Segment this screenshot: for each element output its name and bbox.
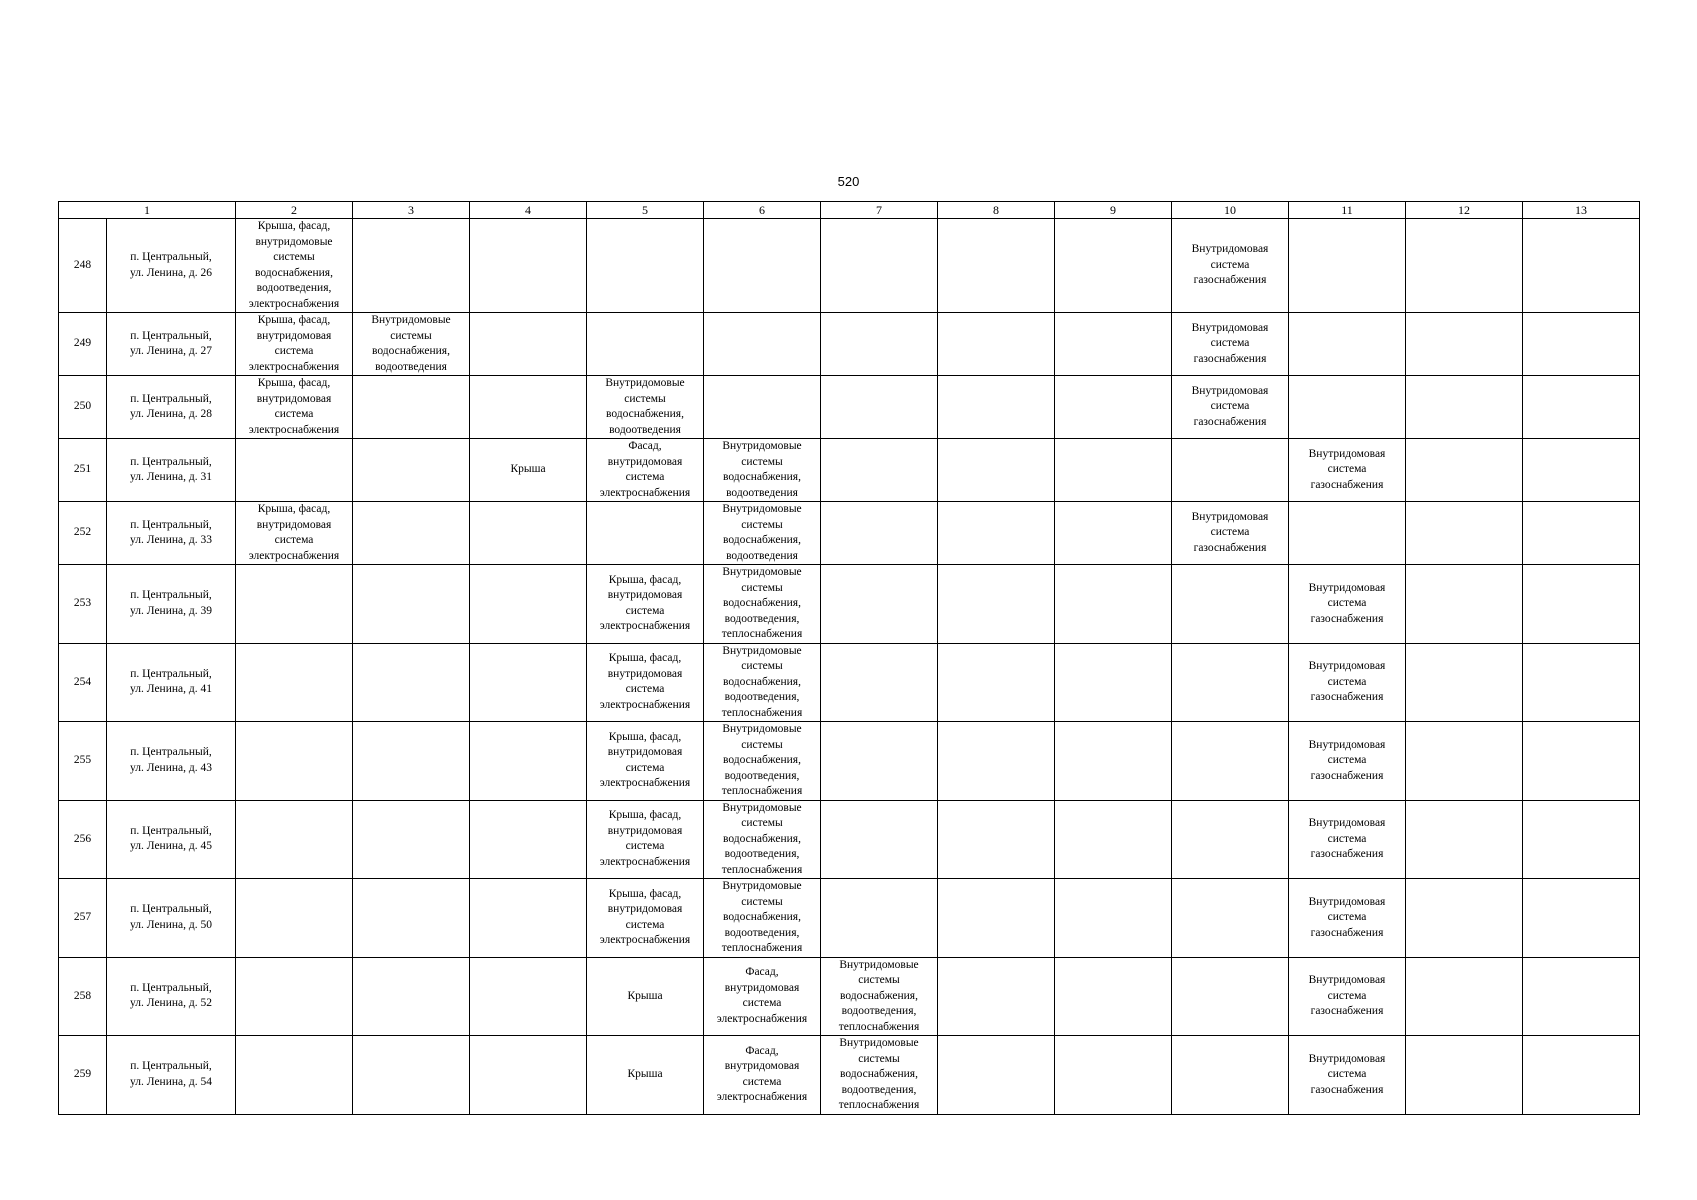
work-cell bbox=[821, 800, 938, 879]
work-cell bbox=[938, 957, 1055, 1036]
work-cell bbox=[1289, 376, 1406, 439]
column-header: 11 bbox=[1289, 202, 1406, 219]
work-cell bbox=[353, 957, 470, 1036]
column-header: 8 bbox=[938, 202, 1055, 219]
column-header: 9 bbox=[1055, 202, 1172, 219]
work-cell: Крыша bbox=[470, 439, 587, 502]
table-row bbox=[59, 439, 1640, 502]
work-cell bbox=[236, 800, 353, 879]
work-cell bbox=[353, 722, 470, 801]
address-cell: п. Центральный, ул. Ленина, д. 26 bbox=[107, 219, 236, 313]
work-cell bbox=[353, 879, 470, 958]
work-cell bbox=[821, 376, 938, 439]
work-cell bbox=[1406, 800, 1523, 879]
column-header: 13 bbox=[1523, 202, 1640, 219]
work-cell bbox=[470, 219, 587, 313]
work-cell: Внутридомовые системы водоснабжения, водоотведения, теплоснабжения bbox=[704, 722, 821, 801]
work-cell: Крыша, фасад, внутридомовая система электроснабжения bbox=[587, 722, 704, 801]
address-cell: п. Центральный, ул. Ленина, д. 50 bbox=[107, 879, 236, 958]
work-cell bbox=[1406, 439, 1523, 502]
work-cell bbox=[587, 502, 704, 565]
work-cell bbox=[821, 219, 938, 313]
work-cell bbox=[236, 643, 353, 722]
work-cell: Внутридомовая система газоснабжения bbox=[1172, 502, 1289, 565]
work-cell bbox=[1406, 1036, 1523, 1115]
address-cell: п. Центральный, ул. Ленина, д. 28 bbox=[107, 376, 236, 439]
row-number: 253 bbox=[59, 565, 107, 644]
row-number: 254 bbox=[59, 643, 107, 722]
work-cell bbox=[1172, 643, 1289, 722]
work-cell bbox=[938, 219, 1055, 313]
work-cell bbox=[704, 376, 821, 439]
address-cell: п. Центральный, ул. Ленина, д. 43 bbox=[107, 722, 236, 801]
work-cell bbox=[353, 439, 470, 502]
work-cell bbox=[821, 439, 938, 502]
row-number: 248 bbox=[59, 219, 107, 313]
row-number: 259 bbox=[59, 1036, 107, 1115]
work-cell bbox=[1172, 879, 1289, 958]
table-row bbox=[59, 722, 1640, 801]
row-number: 258 bbox=[59, 957, 107, 1036]
column-header: 12 bbox=[1406, 202, 1523, 219]
work-cell: Крыша, фасад, внутридомовая система электроснабжения bbox=[236, 376, 353, 439]
column-header: 7 bbox=[821, 202, 938, 219]
work-cell bbox=[236, 879, 353, 958]
work-cell bbox=[938, 565, 1055, 644]
work-cell bbox=[1406, 502, 1523, 565]
work-cell bbox=[1172, 957, 1289, 1036]
work-cell: Внутридомовая система газоснабжения bbox=[1172, 313, 1289, 376]
table-row bbox=[59, 643, 1640, 722]
address-cell: п. Центральный, ул. Ленина, д. 33 bbox=[107, 502, 236, 565]
row-number: 255 bbox=[59, 722, 107, 801]
work-cell bbox=[1406, 219, 1523, 313]
work-cell bbox=[353, 219, 470, 313]
work-cell bbox=[1055, 722, 1172, 801]
work-cell bbox=[1172, 1036, 1289, 1115]
work-cell: Фасад, внутридомовая система электроснабжения bbox=[704, 1036, 821, 1115]
work-cell: Внутридомовая система газоснабжения bbox=[1289, 643, 1406, 722]
table-row bbox=[59, 800, 1640, 879]
work-cell: Крыша bbox=[587, 957, 704, 1036]
address-cell: п. Центральный, ул. Ленина, д. 45 bbox=[107, 800, 236, 879]
row-number: 249 bbox=[59, 313, 107, 376]
table-row bbox=[59, 957, 1640, 1036]
work-cell bbox=[938, 643, 1055, 722]
work-cell: Внутридомовые системы водоснабжения, водоотведения, теплоснабжения bbox=[704, 643, 821, 722]
work-cell bbox=[353, 376, 470, 439]
work-cell: Крыша bbox=[587, 1036, 704, 1115]
work-cell bbox=[470, 313, 587, 376]
work-cell: Внутридомовые системы водоснабжения, водоотведения bbox=[353, 313, 470, 376]
row-number: 250 bbox=[59, 376, 107, 439]
work-cell bbox=[1172, 439, 1289, 502]
work-cell bbox=[1289, 313, 1406, 376]
work-cell bbox=[1406, 565, 1523, 644]
work-cell bbox=[1055, 439, 1172, 502]
work-cell bbox=[704, 313, 821, 376]
work-cell bbox=[1406, 376, 1523, 439]
work-cell bbox=[1523, 879, 1640, 958]
work-cell bbox=[1406, 957, 1523, 1036]
work-cell bbox=[938, 502, 1055, 565]
table-row bbox=[59, 376, 1640, 439]
table-row bbox=[59, 219, 1640, 313]
work-cell bbox=[470, 643, 587, 722]
work-cell bbox=[821, 722, 938, 801]
work-cell bbox=[236, 722, 353, 801]
work-cell: Крыша, фасад, внутридомовая система электроснабжения bbox=[236, 502, 353, 565]
work-cell bbox=[1523, 565, 1640, 644]
work-cell: Внутридомовые системы водоснабжения, водоотведения, теплоснабжения bbox=[821, 1036, 938, 1115]
table-row bbox=[59, 565, 1640, 644]
column-header: 6 bbox=[704, 202, 821, 219]
work-cell bbox=[1406, 313, 1523, 376]
work-cell: Крыша, фасад, внутридомовая система электроснабжения bbox=[587, 879, 704, 958]
work-cell: Внутридомовые системы водоснабжения, водоотведения, теплоснабжения bbox=[704, 800, 821, 879]
work-cell bbox=[1406, 643, 1523, 722]
work-cell bbox=[1055, 565, 1172, 644]
work-cell bbox=[353, 565, 470, 644]
work-cell bbox=[1055, 800, 1172, 879]
work-cell bbox=[938, 1036, 1055, 1115]
column-header: 1 bbox=[59, 202, 236, 219]
work-cell bbox=[938, 439, 1055, 502]
work-cell bbox=[470, 376, 587, 439]
work-cell bbox=[587, 219, 704, 313]
work-cell bbox=[470, 879, 587, 958]
work-cell bbox=[1523, 643, 1640, 722]
work-cell bbox=[1055, 957, 1172, 1036]
work-cell bbox=[1055, 376, 1172, 439]
work-cell bbox=[1172, 565, 1289, 644]
repair-schedule-table bbox=[58, 201, 1640, 1115]
work-cell bbox=[821, 643, 938, 722]
work-cell bbox=[353, 502, 470, 565]
work-cell: Внутридомовые системы водоснабжения, водоотведения bbox=[704, 439, 821, 502]
work-cell bbox=[1055, 219, 1172, 313]
work-cell: Крыша, фасад, внутридомовая система электроснабжения bbox=[587, 565, 704, 644]
work-cell bbox=[470, 565, 587, 644]
work-cell bbox=[938, 376, 1055, 439]
work-cell bbox=[1523, 957, 1640, 1036]
work-cell bbox=[470, 722, 587, 801]
work-cell: Внутридомовые системы водоснабжения, водоотведения, теплоснабжения bbox=[821, 957, 938, 1036]
work-cell: Внутридомовые системы водоснабжения, водоотведения, теплоснабжения bbox=[704, 565, 821, 644]
work-cell: Внутридомовая система газоснабжения bbox=[1289, 439, 1406, 502]
address-cell: п. Центральный, ул. Ленина, д. 27 bbox=[107, 313, 236, 376]
work-cell bbox=[1172, 800, 1289, 879]
address-cell: п. Центральный, ул. Ленина, д. 41 bbox=[107, 643, 236, 722]
work-cell bbox=[1523, 722, 1640, 801]
work-cell bbox=[236, 1036, 353, 1115]
work-cell: Внутридомовая система газоснабжения bbox=[1289, 879, 1406, 958]
column-header: 3 bbox=[353, 202, 470, 219]
work-cell bbox=[938, 879, 1055, 958]
work-cell bbox=[1055, 1036, 1172, 1115]
work-cell: Внутридомовая система газоснабжения bbox=[1289, 957, 1406, 1036]
work-cell: Фасад, внутридомовая система электроснабжения bbox=[704, 957, 821, 1036]
work-cell bbox=[353, 1036, 470, 1115]
work-cell: Внутридомовая система газоснабжения bbox=[1289, 800, 1406, 879]
address-cell: п. Центральный, ул. Ленина, д. 52 bbox=[107, 957, 236, 1036]
work-cell bbox=[1289, 502, 1406, 565]
address-cell: п. Центральный, ул. Ленина, д. 31 bbox=[107, 439, 236, 502]
work-cell bbox=[470, 502, 587, 565]
work-cell bbox=[821, 879, 938, 958]
work-cell bbox=[1055, 879, 1172, 958]
work-cell bbox=[353, 643, 470, 722]
work-cell: Внутридомовые системы водоснабжения, водоотведения bbox=[587, 376, 704, 439]
work-cell bbox=[1406, 879, 1523, 958]
work-cell bbox=[1172, 722, 1289, 801]
work-cell bbox=[821, 502, 938, 565]
table-row bbox=[59, 313, 1640, 376]
table-row bbox=[59, 879, 1640, 958]
work-cell bbox=[938, 800, 1055, 879]
work-cell: Внутридомовая система газоснабжения bbox=[1289, 565, 1406, 644]
work-cell bbox=[236, 565, 353, 644]
header-row bbox=[59, 202, 1640, 219]
column-header: 4 bbox=[470, 202, 587, 219]
work-cell bbox=[1055, 313, 1172, 376]
work-cell bbox=[470, 957, 587, 1036]
address-cell: п. Центральный, ул. Ленина, д. 39 bbox=[107, 565, 236, 644]
work-cell: Внутридомовая система газоснабжения bbox=[1172, 376, 1289, 439]
work-cell: Крыша, фасад, внутридомовая система электроснабжения bbox=[236, 313, 353, 376]
work-cell: Внутридомовая система газоснабжения bbox=[1289, 1036, 1406, 1115]
row-number: 256 bbox=[59, 800, 107, 879]
work-cell bbox=[821, 313, 938, 376]
work-cell bbox=[470, 800, 587, 879]
column-header: 2 bbox=[236, 202, 353, 219]
row-number: 252 bbox=[59, 502, 107, 565]
work-cell: Крыша, фасад, внутридомовая система электроснабжения bbox=[587, 643, 704, 722]
table-row bbox=[59, 1036, 1640, 1115]
work-cell bbox=[353, 800, 470, 879]
work-cell bbox=[587, 313, 704, 376]
work-cell bbox=[1523, 1036, 1640, 1115]
work-cell bbox=[1523, 439, 1640, 502]
table-body bbox=[59, 202, 1640, 1115]
work-cell: Крыша, фасад, внутридомовые системы водоснабжения, водоотведения, электроснабжения bbox=[236, 219, 353, 313]
address-cell: п. Центральный, ул. Ленина, д. 54 bbox=[107, 1036, 236, 1115]
work-cell: Фасад, внутридомовая система электроснабжения bbox=[587, 439, 704, 502]
work-cell bbox=[470, 1036, 587, 1115]
work-cell bbox=[1523, 502, 1640, 565]
work-cell bbox=[938, 722, 1055, 801]
column-header: 5 bbox=[587, 202, 704, 219]
work-cell bbox=[1523, 376, 1640, 439]
work-cell: Внутридомовая система газоснабжения bbox=[1172, 219, 1289, 313]
work-cell: Крыша, фасад, внутридомовая система электроснабжения bbox=[587, 800, 704, 879]
table-row bbox=[59, 502, 1640, 565]
work-cell bbox=[821, 565, 938, 644]
row-number: 251 bbox=[59, 439, 107, 502]
work-cell: Внутридомовые системы водоснабжения, водоотведения bbox=[704, 502, 821, 565]
column-header: 10 bbox=[1172, 202, 1289, 219]
work-cell bbox=[1523, 800, 1640, 879]
work-cell bbox=[236, 957, 353, 1036]
row-number: 257 bbox=[59, 879, 107, 958]
work-cell bbox=[1523, 219, 1640, 313]
work-cell bbox=[1523, 313, 1640, 376]
work-cell bbox=[236, 439, 353, 502]
work-cell: Внутридомовая система газоснабжения bbox=[1289, 722, 1406, 801]
work-cell bbox=[1406, 722, 1523, 801]
work-cell bbox=[1055, 643, 1172, 722]
work-cell bbox=[704, 219, 821, 313]
work-cell: Внутридомовые системы водоснабжения, водоотведения, теплоснабжения bbox=[704, 879, 821, 958]
work-cell bbox=[1055, 502, 1172, 565]
work-cell bbox=[1289, 219, 1406, 313]
page-number: 520 bbox=[837, 174, 860, 189]
work-cell bbox=[938, 313, 1055, 376]
